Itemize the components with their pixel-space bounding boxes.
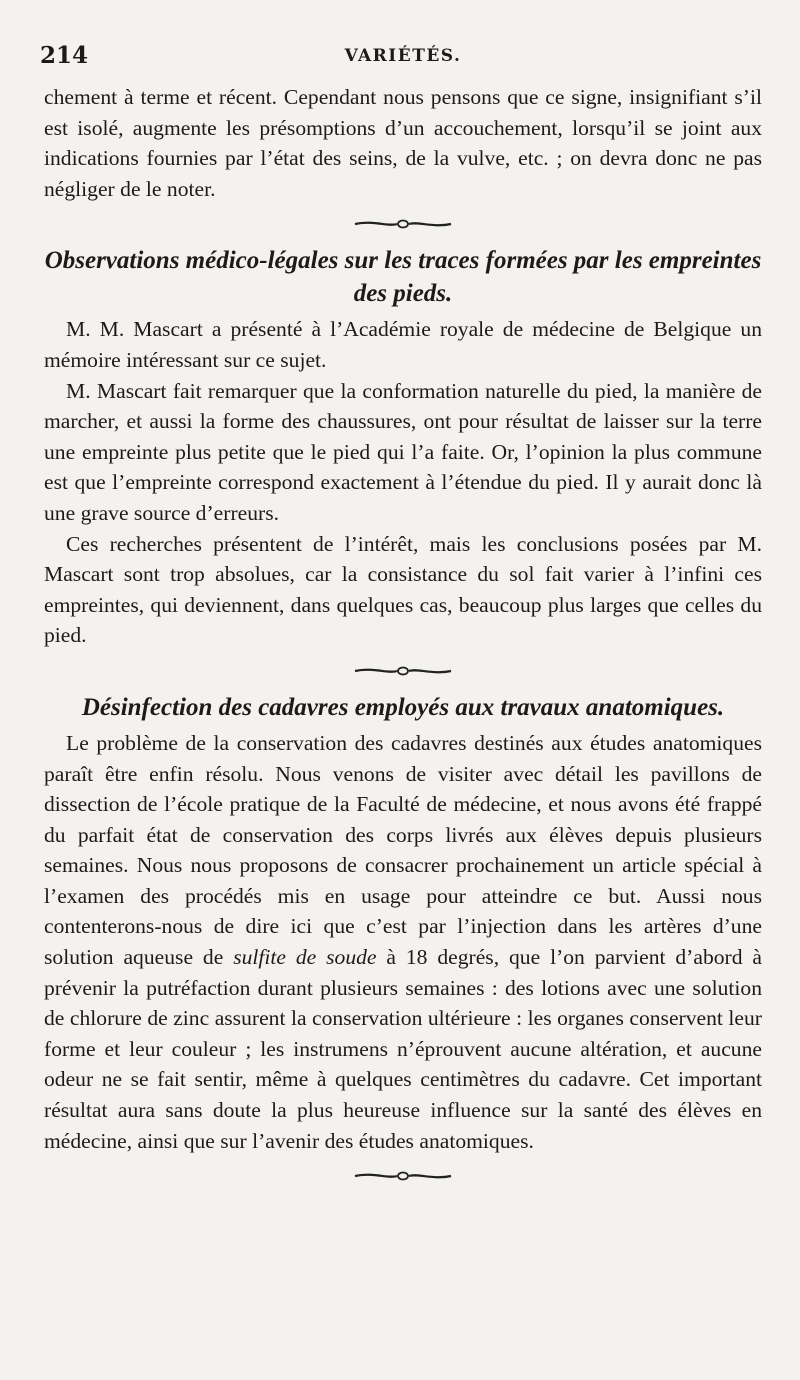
section-1-title: Observations médico-légales sur les traces formées par les empreintes des pieds. [44, 247, 762, 308]
section-disinfection [44, 691, 762, 1156]
section-2-text-part-1: Le problème de la conservation des cadavres destinés aux études anatomiques paraît être enfin résolu. Nous venons de visiter avec détail les pavillons de dissection de l’école pratique de la Faculté de médecine, et nous avons été frappé du parfait état de conservation des corps livrés aux élèves depuis plusieurs semaines. Nous nous proposons de consacrer prochainement un article spécial à l’examen des procédés mis en usage pour atteindre ce but. Aussi nous contenterons-nous de dire ici que c’est par l’injection dans les artères d’une solution aqueuse de [44, 730, 762, 970]
section-2-text-part-2: à 18 degrés, que l’on parvient d’abord à prévenir la putréfaction durant plusieurs semaines : des lotions avec une solution de chlorure de zinc assurent la conservation ultérieure : les organes conservent leur forme et leur couleur ; les instrumens n’éprouvent aucune altération, et aucune odeur ne se fait sentir, même à quelques centimètres du cadavre. Cet important résultat aura sans doute la plus heureuse influence sur la santé des élèves en médecine, ainsi que sur l’avenir des études anatomiques. [44, 945, 762, 1153]
running-title: VARIÉTÉS. [344, 46, 462, 66]
section-1-paragraph-3: Ces recherches présentent de l’intérêt, mais les conclusions posées par M. Mascart sont trop absolues, car la consistance du sol fait varier à l’infini ces empreintes, qui deviennent, dans quelques cas, beaucoup plus larges que celles du pied. [44, 531, 762, 648]
page-number: 214 [40, 42, 89, 69]
section-2-paragraph [44, 728, 762, 1156]
section-footprints [44, 244, 762, 651]
ornament-divider-icon [353, 665, 453, 677]
ornament-divider-icon [353, 218, 453, 230]
section-2-title: Désinfection des cadavres employés aux travaux anatomiques. [81, 693, 725, 721]
section-1-paragraph-1: M. M. Mascart a présenté à l’Académie royale de médecine de Belgique un mémoire intéressant sur ce sujet. [44, 317, 762, 372]
intro-paragraph: chement à terme et récent. Cependant nous pensons que ce signe, insignifiant s’il est isolé, augmente les présomptions d’un accouchement, lorsqu’il se joint aux indications fournies par l’état des seins, de la vulve, etc. ; on devra donc ne pas négliger de le noter. [44, 85, 762, 201]
section-1-paragraph-2: M. Mascart fait remarquer que la conformation naturelle du pied, la manière de marcher, et aussi la forme des chaussures, ont pour résultat de laisser sur la terre une empreinte plus petite que le pied qui l’a faite. Or, l’opinion la plus commune est que l’empreinte correspond exactement à l’étendue du pied. Il y aurait donc là une grave source d’erreurs. [44, 378, 762, 525]
italic-term: sulfite de soude [233, 945, 377, 970]
ornament-divider-icon [353, 1170, 453, 1182]
running-header [40, 38, 762, 82]
